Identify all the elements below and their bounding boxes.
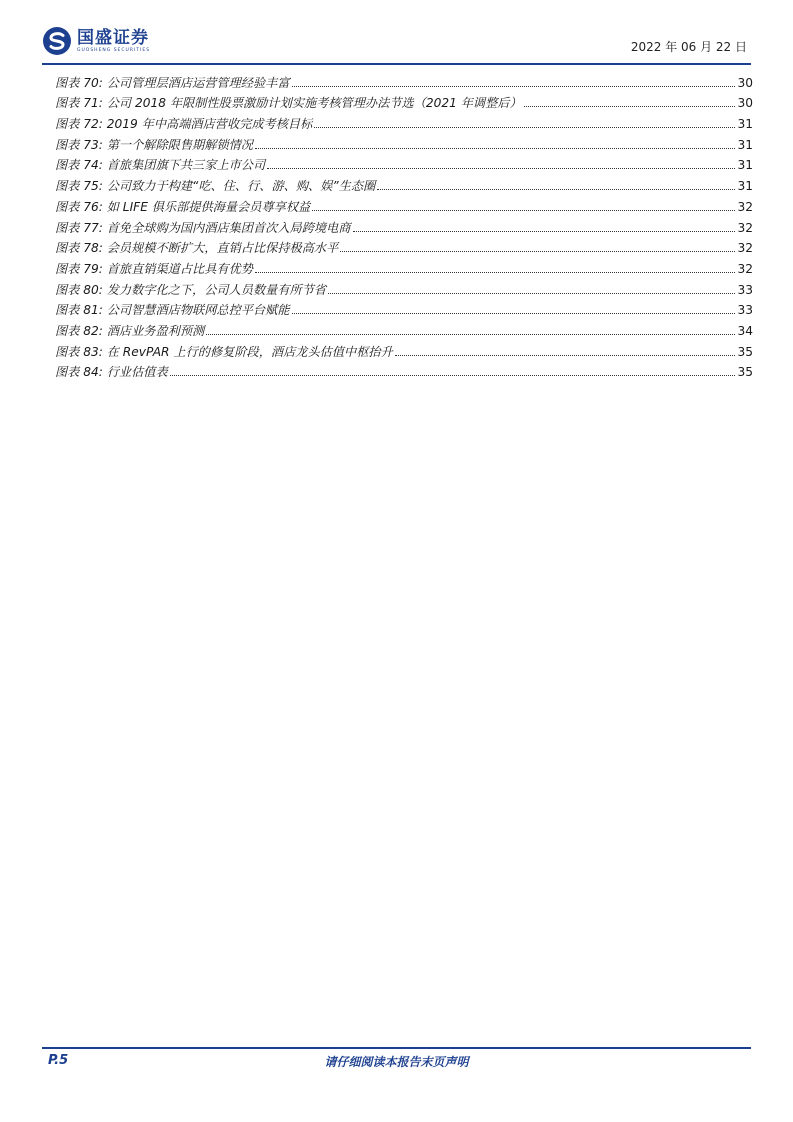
toc-entry[interactable] (55, 360, 753, 381)
toc-leader-dots (312, 210, 735, 211)
toc-leader-dots (395, 355, 736, 356)
toc-entry-page: 31 (737, 179, 753, 194)
toc-leader-dots (377, 189, 735, 190)
toc-entry-label: 图表 73: 第一个解除限售期解锁情况 (55, 137, 253, 152)
toc-entry-label: 图表 70: 公司管理层酒店运营管理经验丰富 (55, 75, 290, 90)
toc-entry-page: 35 (737, 344, 753, 359)
report-date: 2022 年 06 月 22 日 (630, 40, 747, 54)
toc-leader-dots (353, 231, 736, 232)
toc-leader-dots (524, 106, 736, 107)
toc-entry-label: 图表 71: 公司 2018 年限制性股票激励计划实施考核管理办法节选（2021 年调整后） (55, 96, 522, 111)
toc-entry[interactable] (55, 173, 753, 194)
toc-entry-page: 32 (737, 241, 753, 256)
toc-entry[interactable] (55, 111, 753, 132)
brand-logo (42, 26, 150, 56)
footer-divider (42, 1047, 751, 1049)
toc-entry-label: 图表 76: 如 LIFE 俱乐部提供海量会员尊享权益 (55, 199, 311, 214)
toc-entry[interactable] (55, 215, 753, 236)
toc-entry[interactable] (55, 298, 753, 319)
toc-entry[interactable] (55, 236, 753, 257)
toc-entry[interactable] (55, 256, 753, 277)
toc-entry-label: 图表 78: 会员规模不断扩大，直销占比保持极高水平 (55, 241, 339, 256)
toc-leader-dots (255, 148, 735, 149)
toc-entry-page: 34 (737, 323, 753, 338)
toc-leader-dots (328, 293, 735, 294)
toc-entry-label: 图表 77: 首免全球购为国内酒店集团首次入局跨境电商 (55, 220, 351, 235)
toc-leader-dots (292, 313, 736, 314)
footer-disclaimer: 请仔细阅读本报告末页声明 (324, 1055, 469, 1069)
toc-entry-label: 图表 72: 2019 年中高端酒店营收完成考核目标 (55, 117, 313, 132)
toc-entry[interactable] (55, 70, 753, 91)
page-header (42, 24, 751, 64)
header-divider (42, 63, 751, 65)
toc-entry[interactable] (55, 153, 753, 174)
toc-entry[interactable] (55, 339, 753, 360)
toc-entry-page: 31 (737, 117, 753, 132)
toc-entry-page: 30 (737, 96, 753, 111)
toc-leader-dots (255, 272, 735, 273)
toc-entry[interactable] (55, 277, 753, 298)
toc-entry-page: 32 (737, 199, 753, 214)
toc-entry-label: 图表 81: 公司智慧酒店物联网总控平台赋能 (55, 303, 290, 318)
toc-entry-page: 30 (737, 75, 753, 90)
toc-entry[interactable] (55, 132, 753, 153)
toc-entry-label: 图表 80: 发力数字化之下，公司人员数量有所节省 (55, 282, 327, 297)
toc-entry-page: 33 (737, 282, 753, 297)
toc-entry-page: 35 (737, 365, 753, 380)
toc-entry-label: 图表 74: 首旅集团旗下共三家上市公司 (55, 158, 266, 173)
toc-leader-dots (340, 251, 735, 252)
brand-name-cn: 国盛证券 (77, 28, 149, 48)
toc-leader-dots (206, 334, 735, 335)
toc-leader-dots (170, 375, 736, 376)
toc-entry-label: 图表 79: 首旅直销渠道占比具有优势 (55, 261, 253, 276)
toc-entry-label: 图表 84: 行业估值表 (55, 365, 168, 380)
toc-entry[interactable] (55, 318, 753, 339)
toc-entry-page: 31 (737, 158, 753, 173)
toc-leader-dots (267, 168, 735, 169)
toc-entry-page: 32 (737, 220, 753, 235)
toc-entry-page: 32 (737, 261, 753, 276)
toc-entry-label: 图表 75: 公司致力于构建“吃、住、行、游、购、娱”生态圈 (55, 179, 376, 194)
toc-leader-dots (314, 127, 735, 128)
table-of-figures (55, 70, 753, 380)
toc-leader-dots (292, 86, 736, 87)
toc-entry[interactable] (55, 91, 753, 112)
toc-entry-label: 图表 83: 在 RevPAR 上行的修复阶段，酒店龙头估值中枢抬升 (55, 344, 393, 359)
guosheng-logo-icon (42, 26, 72, 56)
page-number: P.5 (48, 1053, 69, 1068)
toc-entry-label: 图表 82: 酒店业务盈利预测 (55, 323, 205, 338)
toc-entry-page: 31 (737, 137, 753, 152)
brand-name-en: GUOSHENG SECURITIES (77, 48, 151, 53)
toc-entry[interactable] (55, 194, 753, 215)
toc-entry-page: 33 (737, 303, 753, 318)
